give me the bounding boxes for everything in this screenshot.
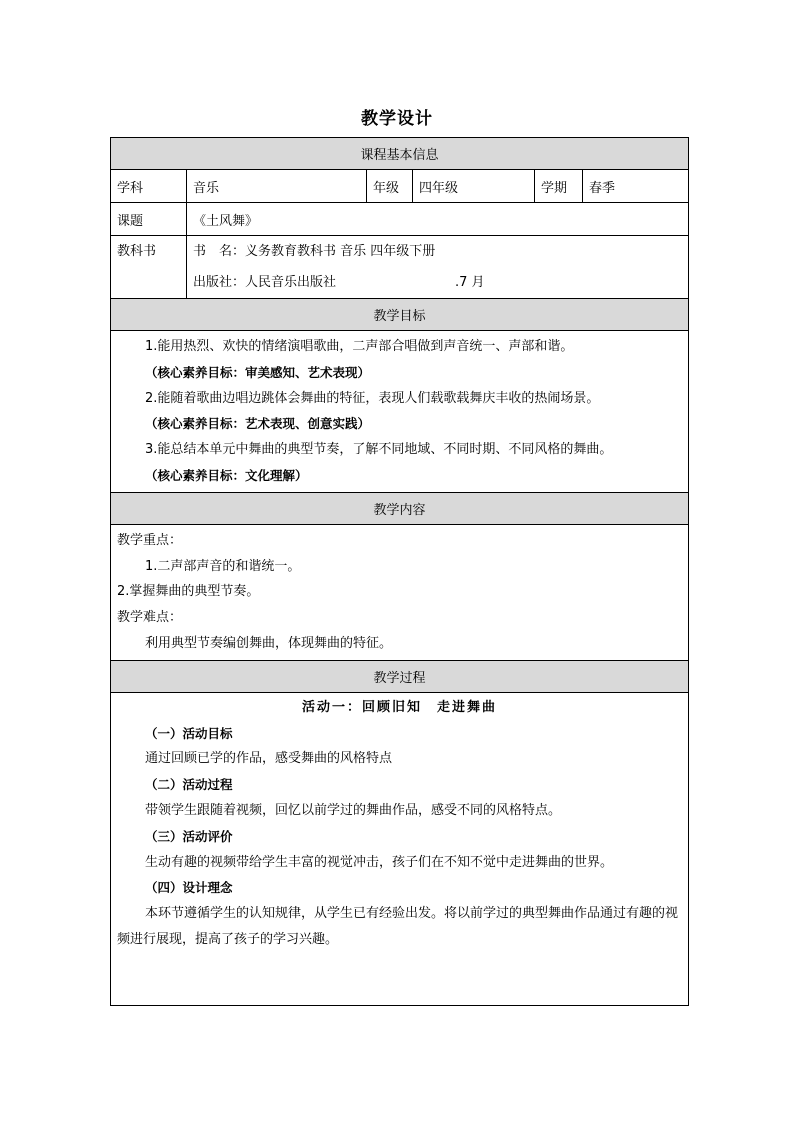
content-header: 教学内容 (111, 492, 689, 524)
topic-row (111, 203, 689, 236)
key-point: 1.二声部声音的和谐统一。 (145, 558, 301, 574)
key-points-label: 教学重点： (117, 532, 183, 548)
activity-process-text: 带领学生跟随着视频，回忆以前学过的舞曲作品，感受不同的风格特点。 (145, 802, 562, 818)
activity-title: 活动一：回顾旧知 走进舞曲 (302, 699, 498, 715)
difficulty-label: 教学难点： (117, 610, 183, 626)
topic-label: 课题 (111, 203, 187, 236)
term-value: 春季 (583, 170, 689, 203)
objective-item: 1.能用热烈、欢快的情绪演唱歌曲，二声部合唱做到声音统一、声部和谐。 (145, 339, 574, 354)
textbook-name: 书 名：义务教育教科书 音乐 四年级下册 (193, 244, 436, 259)
process-row (111, 692, 689, 1005)
subject-value: 音乐 (187, 170, 367, 203)
process-header-row (111, 660, 689, 692)
objectives-row (111, 331, 689, 493)
design-concept-text: 本环节遵循学生的认知规律，从学生已有经验出发。将以前学过的典型舞曲作品通过有趣的视频进行展现，提高了孩子的学习兴趣。 (117, 906, 679, 948)
objectives-header-row (111, 299, 689, 331)
objective-competency: （核心素养目标：艺术表现、创意实践） (145, 416, 371, 432)
textbook-label-cell (111, 236, 187, 299)
objectives-header: 教学目标 (111, 299, 689, 331)
term-label: 学期 (535, 170, 583, 203)
objective-item: 2.能随着歌曲边唱边跳体会舞曲的特征，表现人们载歌载舞庆丰收的热闹场景。 (145, 390, 600, 406)
grade-value: 四年级 (413, 170, 535, 203)
activity-evaluation-heading: （三）活动评价 (145, 828, 233, 844)
basic-info-header: 课程基本信息 (111, 138, 689, 170)
publisher: 出版社：人民音乐出版社 (193, 275, 337, 290)
key-point: 2.掌握舞曲的典型节奏。 (117, 584, 260, 600)
topic-value: 《土风舞》 (187, 203, 689, 236)
document-title: 教学设计 (361, 109, 433, 129)
process-cell (111, 692, 689, 1005)
textbook-info-cell (187, 236, 689, 299)
objective-competency: （核心素养目标：文化理解） (145, 467, 308, 483)
publisher-line (193, 267, 682, 298)
textbook-label: 教科书 (117, 244, 157, 259)
activity-goal-text: 通过回顾已学的作品，感受舞曲的风格特点 (145, 751, 393, 767)
lesson-plan-table (110, 137, 689, 1006)
content-row (111, 524, 689, 660)
objectives-cell (111, 331, 689, 493)
activity-process-heading: （二）活动过程 (145, 777, 233, 793)
content-header-row (111, 492, 689, 524)
difficulty-point: 利用典型节奏编创舞曲，体现舞曲的特征。 (145, 635, 393, 651)
publish-date: .7 月 (455, 275, 485, 290)
basic-info-header-row (111, 138, 689, 170)
activity-evaluation-text: 生动有趣的视频带给学生丰富的视觉冲击，孩子们在不知不觉中走进舞曲的世界。 (145, 854, 614, 870)
textbook-row (111, 236, 689, 299)
process-header: 教学过程 (111, 660, 689, 692)
grade-label: 年级 (367, 170, 413, 203)
objective-item: 3.能总结本单元中舞曲的典型节奏，了解不同地域、不同时期、不同风格的舞曲。 (145, 442, 613, 458)
subject-label: 学科 (111, 170, 187, 203)
activity-goal-heading: （一）活动目标 (145, 725, 233, 741)
objective-competency: （核心素养目标：审美感知、艺术表现） (145, 364, 371, 380)
content-cell (111, 524, 689, 660)
subject-row (111, 170, 689, 203)
design-concept-heading: （四）设计理念 (145, 880, 233, 896)
